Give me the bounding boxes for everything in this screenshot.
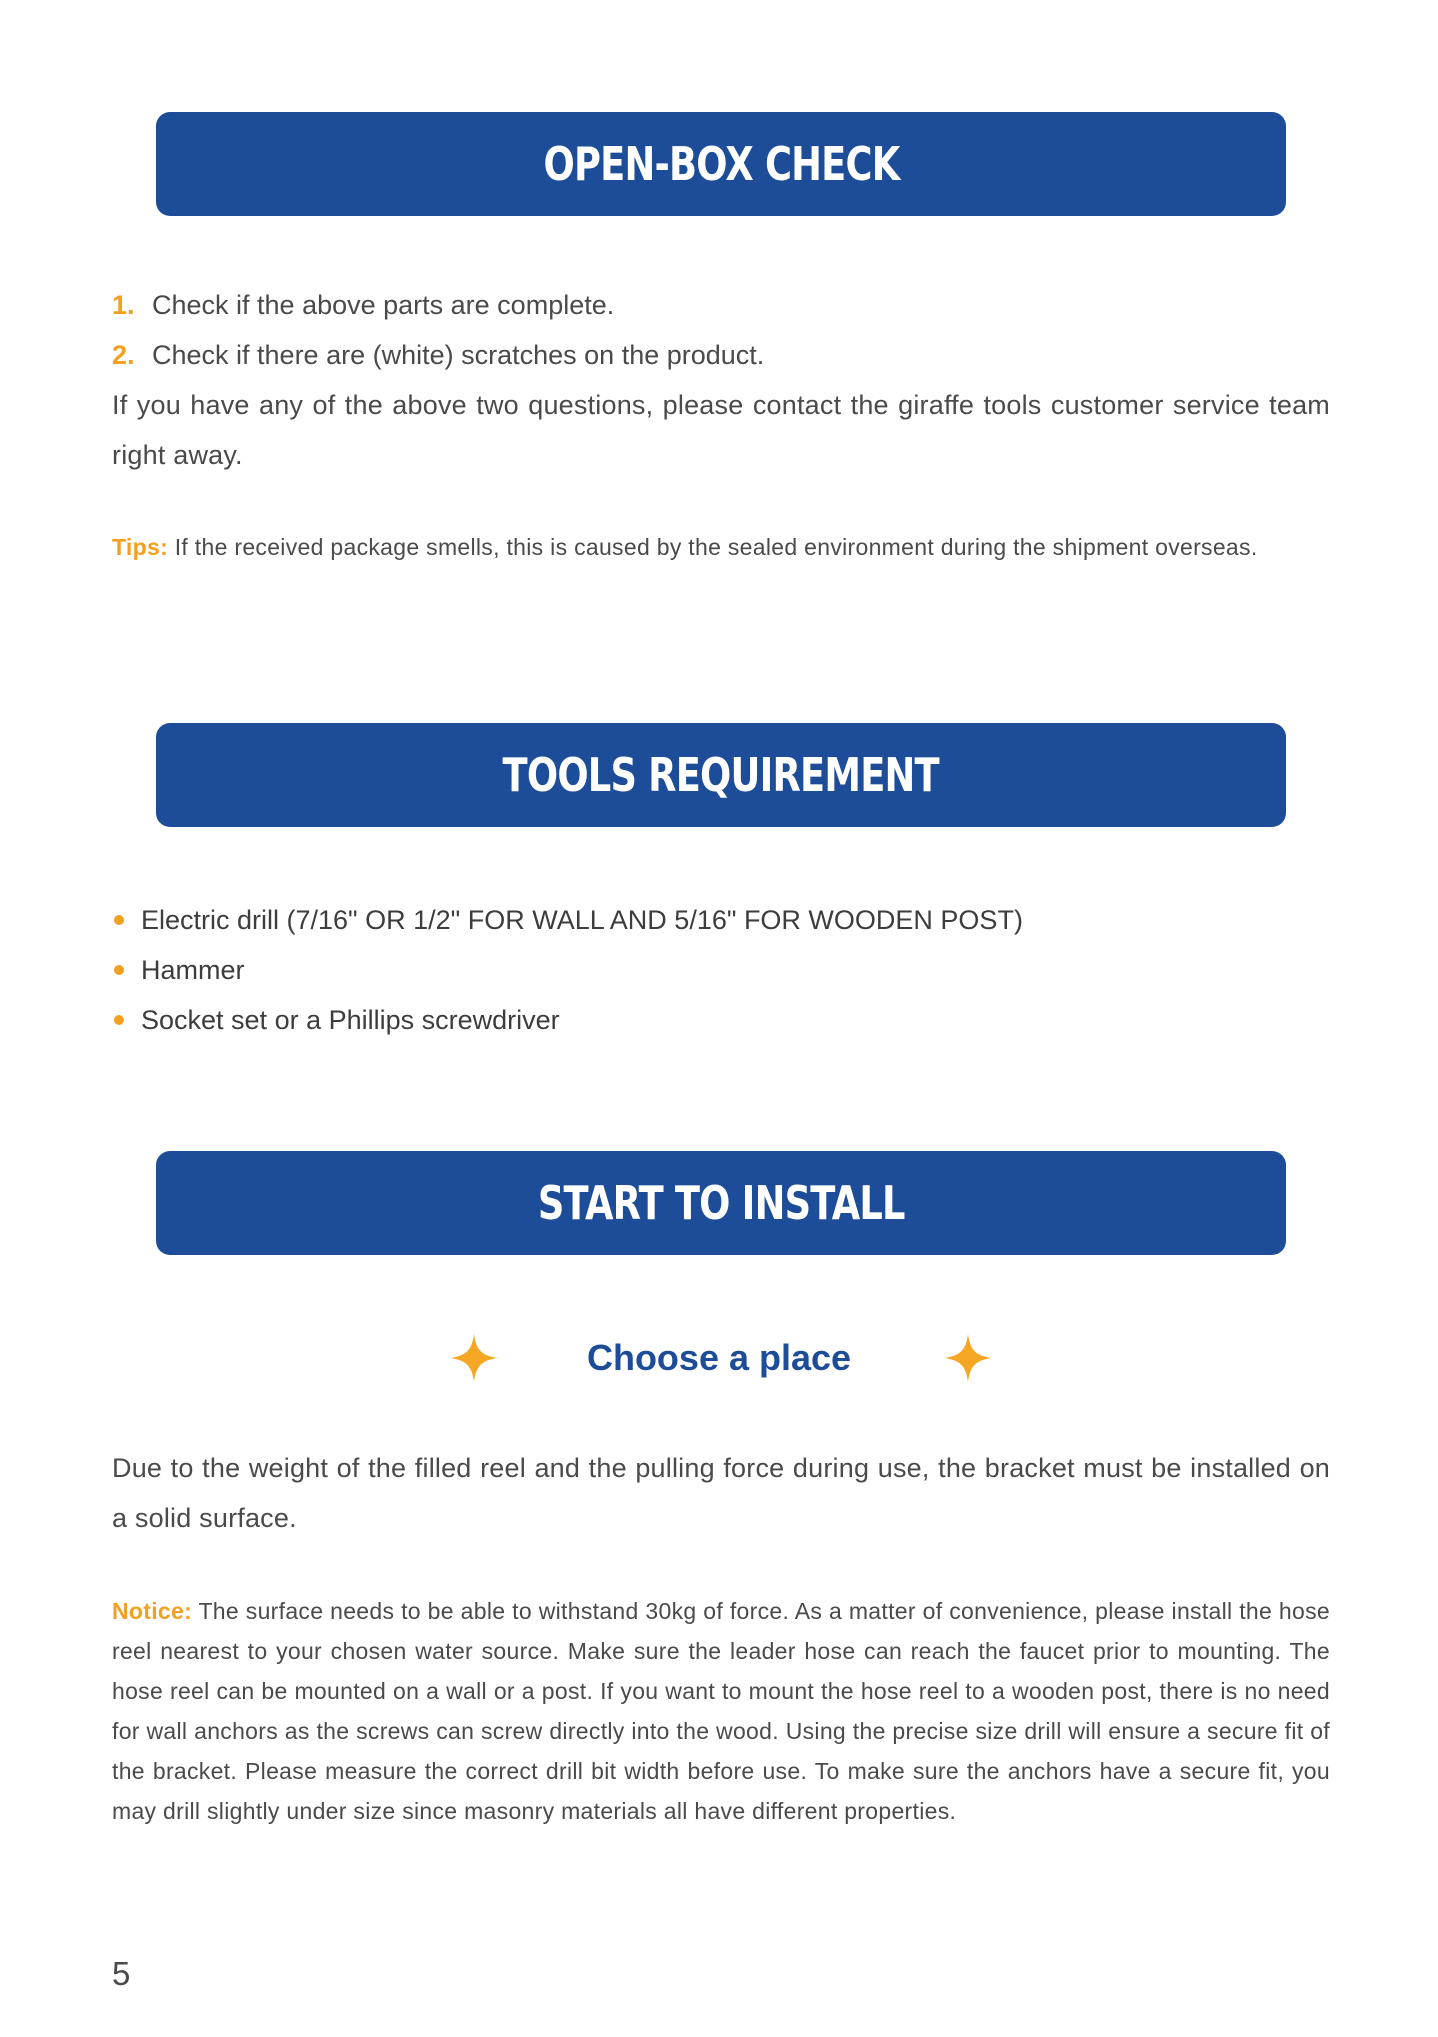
dot-icon (114, 915, 124, 925)
list-item (112, 895, 1330, 945)
section-banner-open-box (156, 112, 1286, 216)
notice-text: The surface needs to be able to withstand 30kg of force. As a matter of convenience, please install the hose reel nearest to your chosen water source. Make sure the leader hose can reach the faucet prior to mounting. The hose reel can be mounted on a wall or a post. If you want to mount the hose reel to a wooden post, there is no need for wall anchors as the screws can screw directly into the wood. Using the precise size drill will ensure a secure fit of the bracket. Please measure the correct drill bit width before use. To make sure the anchors have a secure fit, you may drill slightly under size since masonry materials all have different properties. (112, 1598, 1330, 1824)
check-item (112, 280, 1330, 330)
check-item-number: 1. (112, 290, 135, 320)
section-banner-tools (156, 723, 1286, 827)
dot-icon (114, 965, 124, 975)
tips-note (112, 527, 1330, 567)
list-item (112, 945, 1330, 995)
tool-item-text: Socket set or a Phillips screwdriver (141, 1005, 560, 1035)
section-banner-install (156, 1151, 1286, 1255)
check-item-number: 2. (112, 340, 135, 370)
check-item-text: Check if the above parts are complete. (152, 290, 615, 320)
notice-note (112, 1591, 1330, 1831)
check-item (112, 330, 1330, 380)
tips-label: Tips: (112, 534, 169, 560)
tool-item-text: Electric drill (7/16" OR 1/2" FOR WALL AND 5/16" FOR WOODEN POST) (141, 905, 1023, 935)
notice-label: Notice: (112, 1598, 193, 1624)
section-title-tools: TOOLS REQUIREMENT (502, 748, 940, 802)
tips-text: If the received package smells, this is caused by the sealed environment during the shipment overseas. (174, 534, 1258, 560)
list-item (112, 995, 1330, 1045)
subheading-choose-place: Choose a place (586, 1337, 852, 1378)
page-number: 5 (112, 1955, 131, 1992)
dot-icon (114, 1015, 124, 1025)
open-box-paragraph: If you have any of the above two questions, please contact the giraffe tools customer service team right away. (112, 390, 1330, 470)
check-item-text: Check if there are (white) scratches on the product. (152, 340, 765, 370)
four-point-star-icon (942, 1332, 994, 1384)
subheading-row (0, 1328, 1438, 1388)
open-box-checklist (112, 280, 1330, 480)
install-paragraph: Due to the weight of the filled reel and the pulling force during use, the bracket must be installed on a solid surface. (112, 1453, 1330, 1533)
tool-item-text: Hammer (141, 955, 245, 985)
section-title-open-box: OPEN-BOX CHECK (543, 137, 899, 191)
section-title-install: START TO INSTALL (537, 1176, 905, 1230)
tools-list (112, 895, 1330, 1045)
